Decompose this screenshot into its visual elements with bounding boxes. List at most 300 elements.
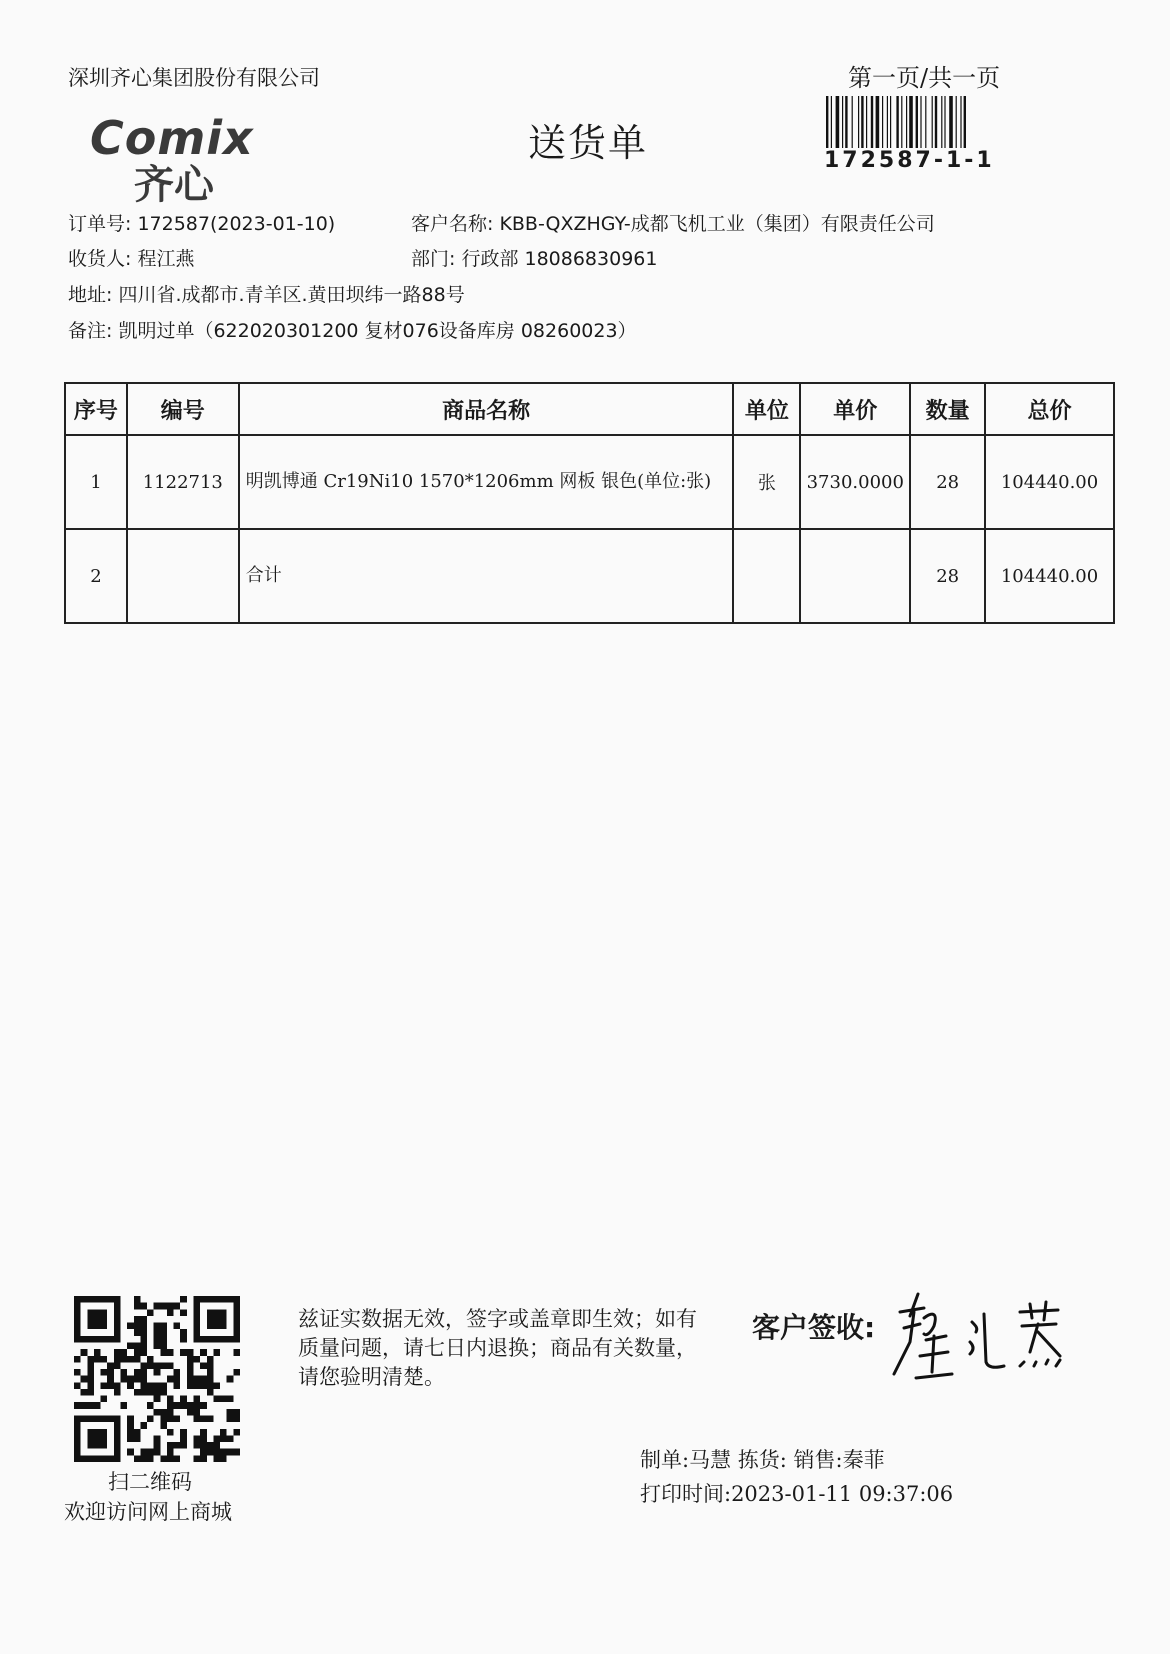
qr-module bbox=[207, 1336, 214, 1343]
qr-module bbox=[140, 1323, 147, 1330]
qr-module bbox=[87, 1442, 94, 1449]
qr-module bbox=[147, 1356, 154, 1363]
qr-module bbox=[134, 1455, 141, 1462]
qr-module bbox=[194, 1303, 201, 1310]
note: 备注: 凯明过单（622020301200 复材076设备库房 08260023） bbox=[68, 320, 637, 342]
qr-module bbox=[233, 1429, 240, 1436]
qr-module bbox=[107, 1362, 114, 1369]
barcode-bar bbox=[882, 96, 883, 148]
qr-module bbox=[233, 1329, 240, 1336]
qr-module bbox=[101, 1296, 108, 1303]
barcode-bar bbox=[964, 96, 966, 148]
barcode bbox=[826, 96, 1012, 148]
qr-module bbox=[167, 1402, 174, 1409]
qr-module bbox=[140, 1336, 147, 1343]
qr-module bbox=[200, 1349, 207, 1356]
qr-module bbox=[160, 1389, 167, 1396]
qr-module bbox=[140, 1449, 147, 1456]
qr-module bbox=[94, 1416, 101, 1423]
qr-module bbox=[220, 1316, 227, 1323]
qr-module bbox=[174, 1382, 181, 1389]
qr-module bbox=[160, 1323, 167, 1330]
qr-module bbox=[227, 1409, 234, 1416]
qr-module bbox=[154, 1442, 161, 1449]
barcode-bar bbox=[896, 96, 898, 148]
barcode-bar bbox=[920, 96, 921, 148]
qr-module bbox=[220, 1309, 227, 1316]
qr-module bbox=[167, 1396, 174, 1403]
table-row bbox=[65, 529, 1114, 623]
qr-module bbox=[107, 1376, 114, 1383]
qr-module bbox=[160, 1455, 167, 1462]
qr-module bbox=[233, 1416, 240, 1423]
qr-module bbox=[120, 1369, 127, 1376]
qr-module bbox=[140, 1303, 147, 1310]
qr-module bbox=[220, 1323, 227, 1330]
qr-module bbox=[127, 1376, 134, 1383]
table-row bbox=[65, 435, 1114, 529]
logo-brand-text: Comix bbox=[90, 112, 254, 165]
qr-module bbox=[94, 1309, 101, 1316]
cell-code: 1122713 bbox=[127, 435, 239, 529]
barcode-bar bbox=[944, 96, 945, 148]
qr-module bbox=[174, 1376, 181, 1383]
qr-module bbox=[154, 1435, 161, 1442]
qr-module bbox=[180, 1435, 187, 1442]
qr-module bbox=[194, 1309, 201, 1316]
qr-module bbox=[101, 1429, 108, 1436]
qr-module bbox=[94, 1429, 101, 1436]
qr-module bbox=[147, 1416, 154, 1423]
qr-module bbox=[134, 1303, 141, 1310]
qr-module bbox=[194, 1356, 201, 1363]
qr-module bbox=[194, 1336, 201, 1343]
qr-module bbox=[134, 1356, 141, 1363]
header-unit: 单位 bbox=[733, 383, 800, 435]
header-name: 商品名称 bbox=[239, 383, 734, 435]
qr-module bbox=[147, 1389, 154, 1396]
qr-module bbox=[140, 1422, 147, 1429]
qr-module bbox=[147, 1382, 154, 1389]
qr-module bbox=[114, 1316, 121, 1323]
qr-module bbox=[154, 1303, 161, 1310]
qr-module bbox=[74, 1402, 81, 1409]
qr-module bbox=[207, 1376, 214, 1383]
qr-module bbox=[134, 1435, 141, 1442]
qr-module bbox=[194, 1435, 201, 1442]
comix-logo bbox=[90, 112, 306, 204]
qr-module bbox=[87, 1455, 94, 1462]
qr-module bbox=[213, 1442, 220, 1449]
qr-module bbox=[87, 1382, 94, 1389]
barcode-bar bbox=[909, 96, 913, 148]
qr-module bbox=[227, 1296, 234, 1303]
qr-module bbox=[213, 1449, 220, 1456]
qr-module bbox=[87, 1309, 94, 1316]
qr-module bbox=[233, 1336, 240, 1343]
qr-module bbox=[127, 1422, 134, 1429]
qr-module bbox=[213, 1309, 220, 1316]
qr-module bbox=[213, 1323, 220, 1330]
cell-qty: 28 bbox=[910, 529, 985, 623]
qr-module bbox=[180, 1296, 187, 1303]
qr-module bbox=[74, 1309, 81, 1316]
barcode-bar bbox=[876, 96, 880, 148]
qr-module bbox=[74, 1455, 81, 1462]
qr-module bbox=[140, 1382, 147, 1389]
qr-module bbox=[87, 1376, 94, 1383]
qr-module bbox=[233, 1449, 240, 1456]
qr-module bbox=[213, 1349, 220, 1356]
qr-module bbox=[87, 1369, 94, 1376]
qr-module bbox=[160, 1303, 167, 1310]
header-price: 单价 bbox=[800, 383, 910, 435]
qr-module bbox=[87, 1323, 94, 1330]
qr-module bbox=[114, 1296, 121, 1303]
qr-module bbox=[213, 1455, 220, 1462]
barcode-number: 172587-1-1 bbox=[824, 148, 995, 173]
barcode-bar bbox=[925, 96, 926, 148]
qr-module bbox=[167, 1455, 174, 1462]
qr-module bbox=[194, 1296, 201, 1303]
qr-module bbox=[233, 1296, 240, 1303]
qr-module bbox=[140, 1349, 147, 1356]
qr-module bbox=[200, 1435, 207, 1442]
qr-module bbox=[200, 1336, 207, 1343]
qr-module bbox=[200, 1402, 207, 1409]
qr-module bbox=[94, 1402, 101, 1409]
qr-module bbox=[140, 1362, 147, 1369]
cell-unit bbox=[733, 529, 800, 623]
cell-name: 明凯博通 Cr19Ni10 1570*1206mm 网板 银色(单位:张) bbox=[239, 435, 734, 529]
qr-module bbox=[233, 1409, 240, 1416]
qr-module bbox=[207, 1356, 214, 1363]
qr-module bbox=[94, 1442, 101, 1449]
department: 部门: 行政部 18086830961 bbox=[411, 248, 658, 270]
qr-module bbox=[140, 1329, 147, 1336]
qr-module bbox=[154, 1329, 161, 1336]
qr-module bbox=[194, 1402, 201, 1409]
qr-module bbox=[94, 1435, 101, 1442]
qr-module bbox=[160, 1342, 167, 1349]
qr-module bbox=[194, 1329, 201, 1336]
qr-module bbox=[213, 1316, 220, 1323]
qr-module bbox=[167, 1349, 174, 1356]
qr-module bbox=[114, 1309, 121, 1316]
customer-name: 客户名称: KBB-QXZHGY-成都飞机工业（集团）有限责任公司 bbox=[411, 213, 935, 235]
qr-module bbox=[120, 1402, 127, 1409]
qr-module bbox=[101, 1416, 108, 1423]
qr-module bbox=[187, 1369, 194, 1376]
barcode-bar bbox=[836, 96, 840, 148]
notice-text: 兹证实数据无效，签字或盖章即生效；如有质量问题，请七日内退换；商品有关数量，请您验明清楚。 bbox=[298, 1307, 697, 1389]
barcode-bar bbox=[852, 96, 853, 148]
qr-module bbox=[81, 1349, 88, 1356]
qr-module bbox=[147, 1449, 154, 1456]
qr-module bbox=[134, 1369, 141, 1376]
qr-module bbox=[140, 1342, 147, 1349]
qr-module bbox=[107, 1416, 114, 1423]
qr-module bbox=[194, 1316, 201, 1323]
qr-module bbox=[114, 1449, 121, 1456]
qr-module bbox=[134, 1389, 141, 1396]
qr-code bbox=[74, 1296, 240, 1462]
qr-module bbox=[180, 1396, 187, 1403]
qr-module bbox=[207, 1362, 214, 1369]
qr-module bbox=[174, 1455, 181, 1462]
table-header-row bbox=[65, 383, 1114, 435]
qr-module bbox=[187, 1362, 194, 1369]
qr-module bbox=[194, 1442, 201, 1449]
qr-module bbox=[74, 1435, 81, 1442]
qr-module bbox=[154, 1409, 161, 1416]
qr-module bbox=[160, 1416, 167, 1423]
qr-module bbox=[220, 1336, 227, 1343]
qr-module bbox=[200, 1429, 207, 1436]
qr-module bbox=[74, 1323, 81, 1330]
barcode-bar bbox=[858, 96, 859, 148]
qr-module bbox=[114, 1435, 121, 1442]
qr-module bbox=[167, 1416, 174, 1423]
qr-module bbox=[127, 1429, 134, 1436]
qr-module bbox=[134, 1296, 141, 1303]
barcode-bar bbox=[861, 96, 863, 148]
qr-module bbox=[87, 1402, 94, 1409]
qr-module bbox=[187, 1382, 194, 1389]
qr-module bbox=[74, 1329, 81, 1336]
qr-module bbox=[174, 1402, 181, 1409]
barcode-bar bbox=[956, 96, 957, 148]
barcode-bar bbox=[866, 96, 867, 148]
qr-module bbox=[147, 1309, 154, 1316]
cell-name: 合计 bbox=[239, 529, 734, 623]
barcode-bar bbox=[906, 96, 907, 148]
qr-module bbox=[200, 1376, 207, 1383]
qr-module bbox=[207, 1382, 214, 1389]
qr-module bbox=[120, 1356, 127, 1363]
qr-module bbox=[120, 1349, 127, 1356]
qr-module bbox=[87, 1336, 94, 1343]
qr-module bbox=[180, 1402, 187, 1409]
qr-module bbox=[194, 1396, 201, 1403]
qr-module bbox=[154, 1389, 161, 1396]
qr-module bbox=[140, 1389, 147, 1396]
qr-module bbox=[107, 1336, 114, 1343]
qr-module bbox=[74, 1316, 81, 1323]
qr-module bbox=[101, 1356, 108, 1363]
qr-module bbox=[180, 1442, 187, 1449]
qr-module bbox=[220, 1435, 227, 1442]
qr-module bbox=[94, 1349, 101, 1356]
qr-module bbox=[114, 1303, 121, 1310]
header-code: 编号 bbox=[127, 383, 239, 435]
qr-module bbox=[114, 1429, 121, 1436]
qr-module bbox=[194, 1416, 201, 1423]
qr-module bbox=[127, 1449, 134, 1456]
qr-module bbox=[147, 1362, 154, 1369]
qr-module bbox=[220, 1429, 227, 1436]
barcode-bar bbox=[842, 96, 843, 148]
qr-module bbox=[154, 1362, 161, 1369]
qr-module bbox=[114, 1323, 121, 1330]
qr-module bbox=[174, 1416, 181, 1423]
cell-total: 104440.00 bbox=[985, 529, 1114, 623]
qr-module bbox=[160, 1382, 167, 1389]
qr-module bbox=[120, 1376, 127, 1383]
qr-module bbox=[207, 1449, 214, 1456]
qr-module bbox=[101, 1382, 108, 1389]
qr-module bbox=[167, 1362, 174, 1369]
qr-module bbox=[134, 1329, 141, 1336]
qr-module bbox=[94, 1336, 101, 1343]
qr-module bbox=[74, 1416, 81, 1423]
qr-module bbox=[167, 1309, 174, 1316]
qr-module bbox=[101, 1396, 108, 1403]
qr-module bbox=[127, 1342, 134, 1349]
qr-module bbox=[101, 1336, 108, 1343]
qr-module bbox=[154, 1369, 161, 1376]
qr-module bbox=[187, 1409, 194, 1416]
barcode-bar bbox=[901, 96, 902, 148]
qr-module bbox=[200, 1382, 207, 1389]
qr-module bbox=[233, 1303, 240, 1310]
qr-module bbox=[207, 1316, 214, 1323]
qr-module bbox=[101, 1455, 108, 1462]
qr-module bbox=[200, 1296, 207, 1303]
qr-module bbox=[213, 1435, 220, 1442]
qr-module bbox=[207, 1369, 214, 1376]
qr-module bbox=[160, 1409, 167, 1416]
qr-module bbox=[167, 1429, 174, 1436]
qr-module bbox=[127, 1435, 134, 1442]
print-time: 打印时间:2023-01-11 09:37:06 bbox=[640, 1482, 954, 1506]
qr-module bbox=[74, 1422, 81, 1429]
barcode-bar bbox=[845, 96, 847, 148]
qr-module bbox=[227, 1396, 234, 1403]
qr-module bbox=[101, 1316, 108, 1323]
cell-seq: 2 bbox=[65, 529, 127, 623]
qr-module bbox=[87, 1389, 94, 1396]
qr-module bbox=[74, 1429, 81, 1436]
customer-sign-label: 客户签收: bbox=[752, 1311, 876, 1344]
qr-module bbox=[154, 1449, 161, 1456]
qr-module bbox=[107, 1296, 114, 1303]
handwritten-signature bbox=[880, 1282, 1080, 1392]
cell-unit: 张 bbox=[733, 435, 800, 529]
staff-info: 制单:马慧 拣货: 销售:秦菲 bbox=[640, 1448, 885, 1472]
qr-module bbox=[160, 1349, 167, 1356]
qr-module bbox=[127, 1382, 134, 1389]
qr-module bbox=[194, 1409, 201, 1416]
barcode-bar bbox=[916, 96, 918, 148]
qr-module bbox=[74, 1442, 81, 1449]
qr-module bbox=[74, 1303, 81, 1310]
logo-chinese-text: 齐心 bbox=[134, 162, 214, 204]
qr-module bbox=[101, 1435, 108, 1442]
qr-module bbox=[87, 1362, 94, 1369]
qr-module bbox=[81, 1402, 88, 1409]
qr-module bbox=[81, 1455, 88, 1462]
qr-module bbox=[227, 1376, 234, 1383]
qr-module bbox=[81, 1296, 88, 1303]
barcode-bar bbox=[932, 96, 933, 148]
qr-module bbox=[114, 1329, 121, 1336]
barcode-bar bbox=[826, 96, 828, 148]
qr-module bbox=[194, 1376, 201, 1383]
qr-module bbox=[107, 1455, 114, 1462]
header-seq: 序号 bbox=[65, 383, 127, 435]
cell-price bbox=[800, 529, 910, 623]
qr-module bbox=[160, 1329, 167, 1336]
qr-module bbox=[220, 1296, 227, 1303]
qr-module bbox=[207, 1416, 214, 1423]
qr-module bbox=[167, 1442, 174, 1449]
qr-module bbox=[154, 1382, 161, 1389]
document-title: 送货单 bbox=[528, 121, 649, 165]
qr-module bbox=[114, 1442, 121, 1449]
qr-module bbox=[200, 1449, 207, 1456]
qr-module bbox=[180, 1429, 187, 1436]
qr-module bbox=[87, 1429, 94, 1436]
qr-module bbox=[101, 1369, 108, 1376]
qr-module bbox=[127, 1323, 134, 1330]
qr-module bbox=[140, 1455, 147, 1462]
page-info: 第一页/共一页 bbox=[848, 64, 1001, 92]
qr-module bbox=[74, 1336, 81, 1343]
qr-module bbox=[94, 1316, 101, 1323]
cell-seq: 1 bbox=[65, 435, 127, 529]
qr-module bbox=[213, 1382, 220, 1389]
qr-module bbox=[101, 1442, 108, 1449]
qr-module bbox=[233, 1369, 240, 1376]
qr-module bbox=[94, 1455, 101, 1462]
qr-module bbox=[187, 1356, 194, 1363]
qr-module bbox=[180, 1309, 187, 1316]
qr-module bbox=[207, 1309, 214, 1316]
qr-module bbox=[220, 1455, 227, 1462]
qr-module bbox=[220, 1396, 227, 1403]
address: 地址: 四川省.成都市.青羊区.黄田坝纬一路88号 bbox=[68, 284, 465, 306]
qr-module bbox=[213, 1336, 220, 1343]
qr-module bbox=[207, 1442, 214, 1449]
receiver: 收货人: 程江燕 bbox=[68, 248, 195, 270]
qr-module bbox=[167, 1376, 174, 1383]
qr-module bbox=[87, 1316, 94, 1323]
qr-module bbox=[194, 1455, 201, 1462]
barcode-bar bbox=[831, 96, 832, 148]
qr-module bbox=[74, 1449, 81, 1456]
qr-module bbox=[220, 1449, 227, 1456]
qr-module bbox=[114, 1336, 121, 1343]
qr-module bbox=[134, 1376, 141, 1383]
qr-module bbox=[180, 1329, 187, 1336]
qr-module bbox=[213, 1296, 220, 1303]
qr-module bbox=[167, 1303, 174, 1310]
qr-module bbox=[200, 1442, 207, 1449]
qr-module bbox=[180, 1349, 187, 1356]
qr-module bbox=[140, 1369, 147, 1376]
qr-module bbox=[74, 1296, 81, 1303]
qr-module bbox=[101, 1309, 108, 1316]
barcode-bar bbox=[890, 96, 891, 148]
qr-module bbox=[107, 1382, 114, 1389]
barcode-bar bbox=[871, 96, 873, 148]
qr-module bbox=[233, 1309, 240, 1316]
qr-module bbox=[134, 1429, 141, 1436]
qr-module bbox=[233, 1316, 240, 1323]
qr-module bbox=[74, 1356, 81, 1363]
qr-caption-visit: 欢迎访问网上商城 bbox=[64, 1500, 232, 1524]
